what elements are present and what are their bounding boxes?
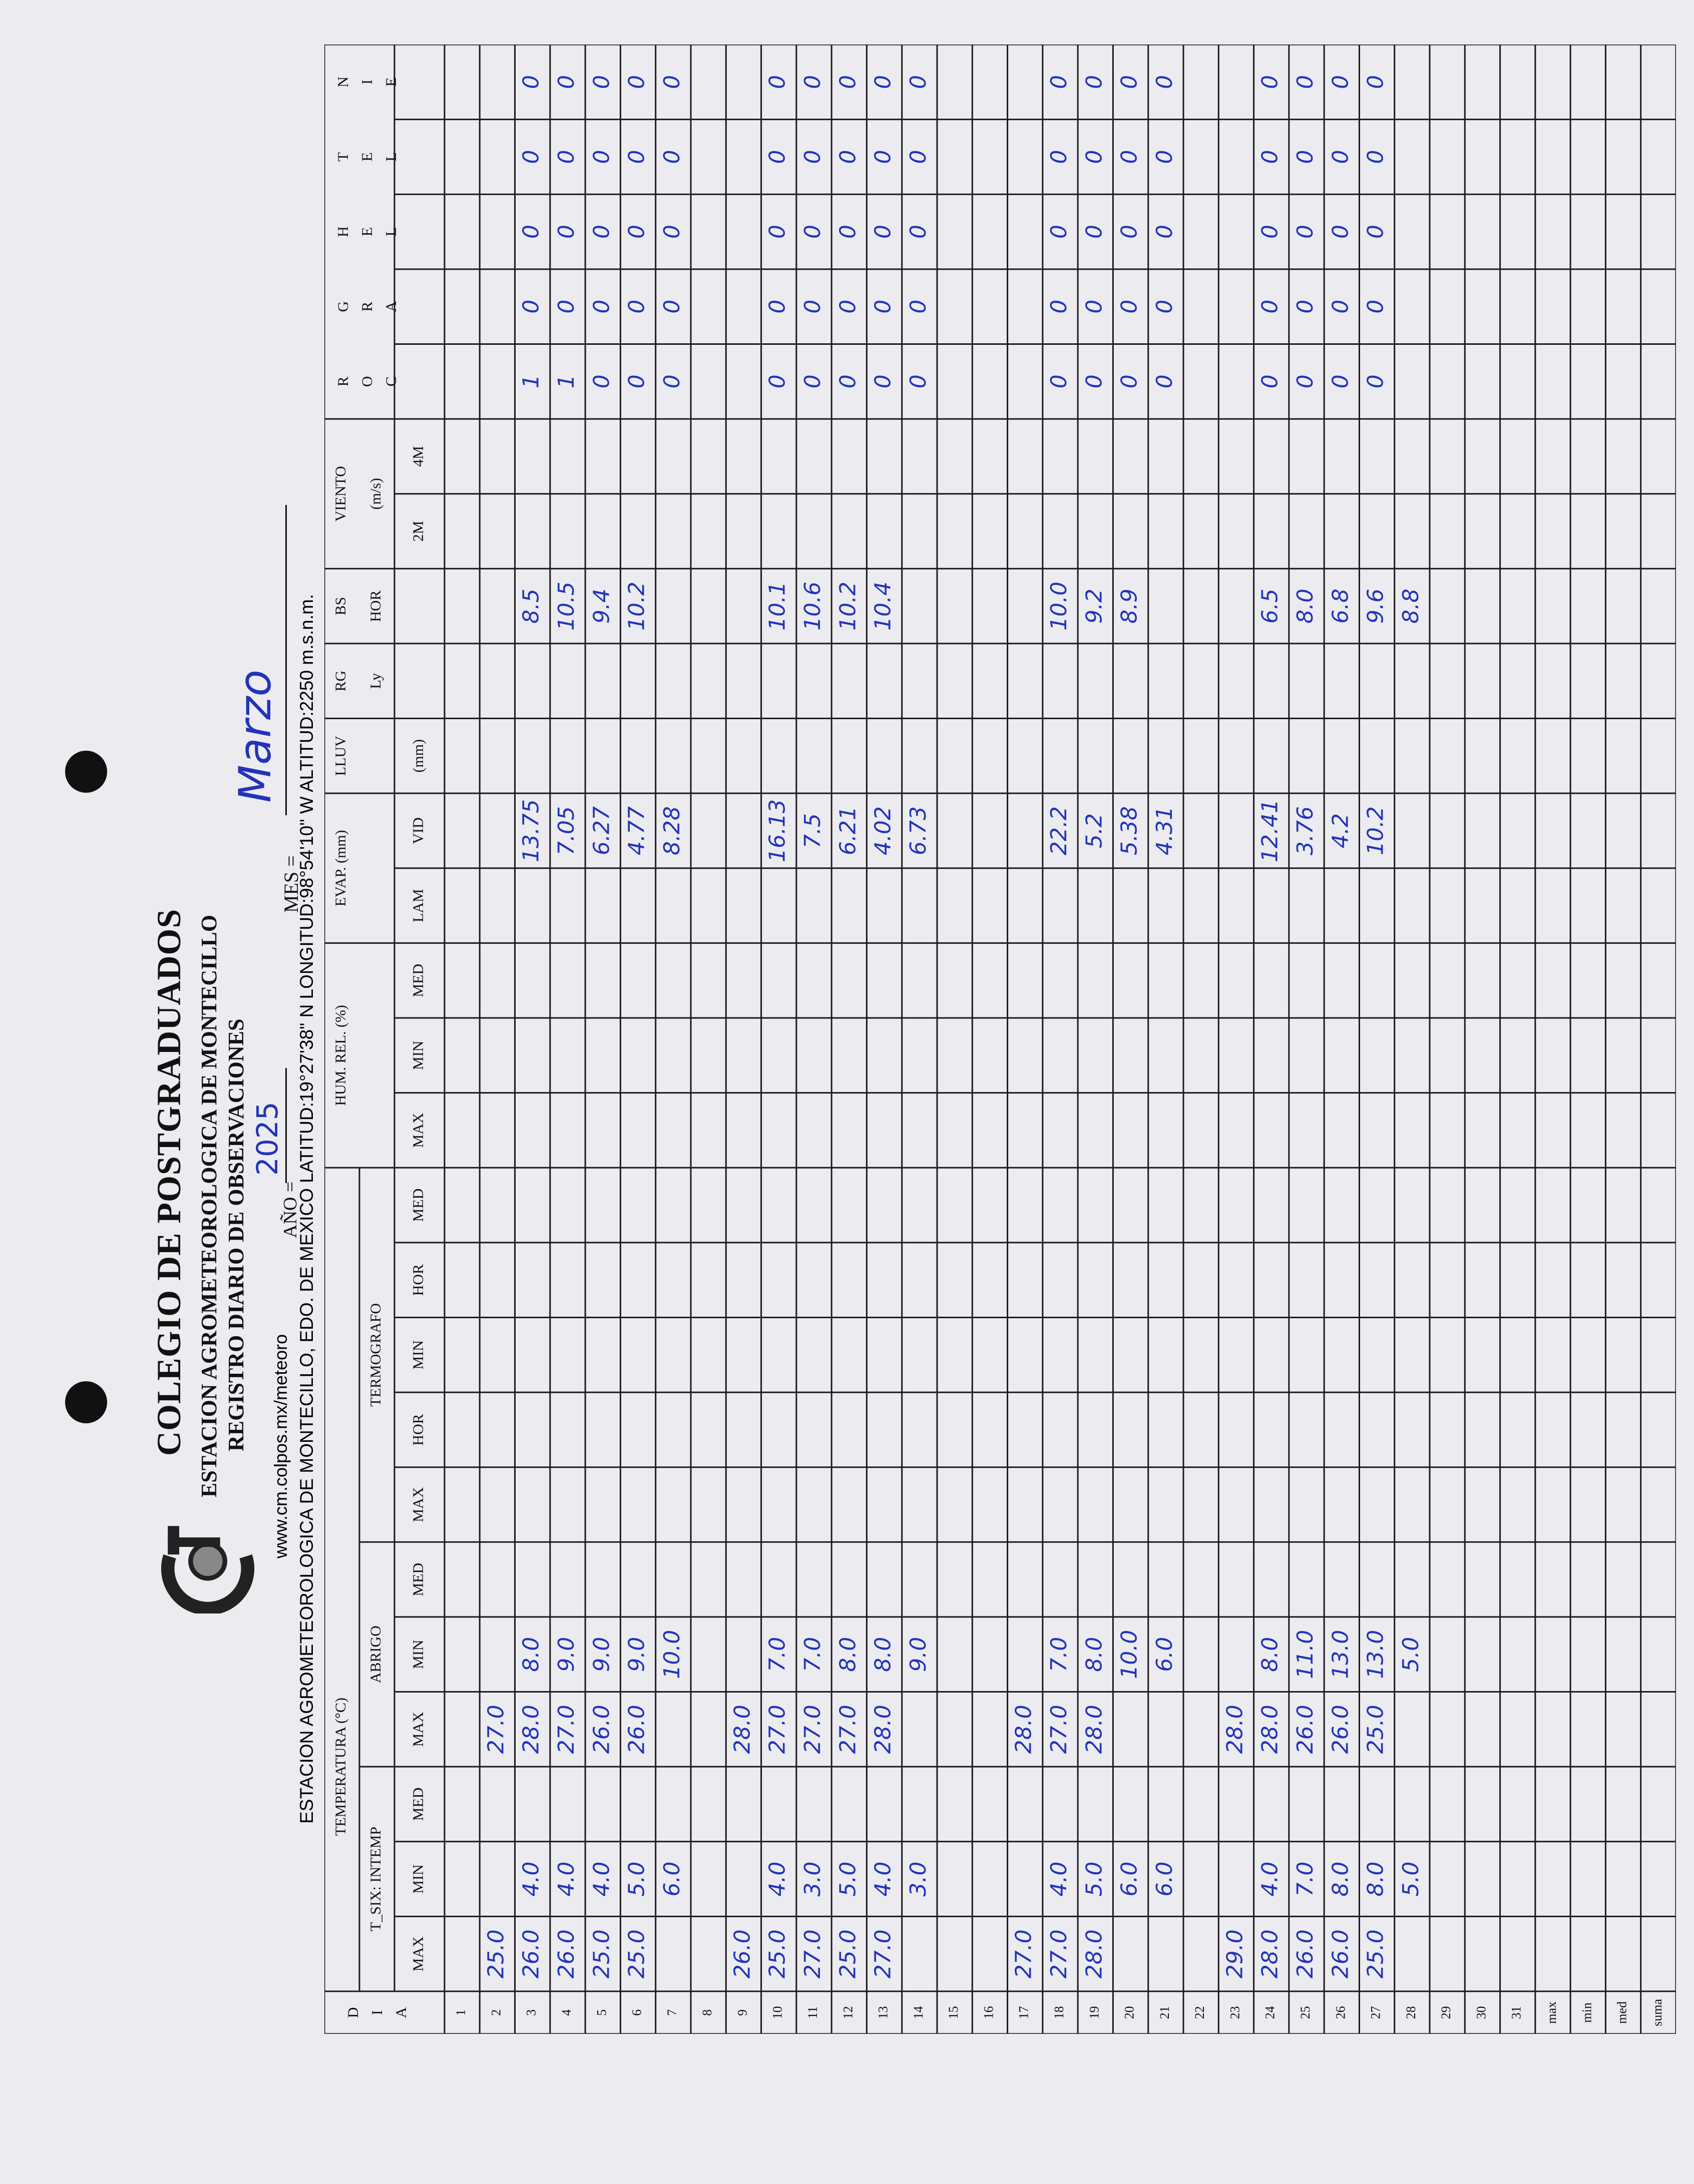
cell-ab_max: 27.0 <box>764 1705 790 1754</box>
cell-ab_min: 7.0 <box>800 1636 825 1672</box>
day-number: 31 <box>1509 2006 1524 2019</box>
cell-tsix_min: 6.0 <box>659 1861 685 1897</box>
colpos-logo-icon <box>160 1518 255 1613</box>
cell-roc: 0 <box>1116 374 1142 389</box>
cell-tsix_max: 27.0 <box>1011 1929 1037 1979</box>
sub-header: MED <box>409 1787 427 1821</box>
cell-ev_vid: 4.77 <box>624 806 650 855</box>
cell-ab_max: 27.0 <box>835 1705 861 1754</box>
cell-hel: 0 <box>764 225 790 239</box>
cell-nie: 0 <box>1151 75 1177 89</box>
cell-hel: 0 <box>1046 225 1072 239</box>
cell-tsix_max: 27.0 <box>800 1929 825 1979</box>
cell-tel: 0 <box>870 150 896 164</box>
cell-roc: 0 <box>659 374 685 389</box>
cell-gra: 0 <box>1081 299 1107 314</box>
cell-roc: 0 <box>624 374 650 389</box>
cell-ev_vid: 4.31 <box>1151 806 1177 855</box>
cell-ev_vid: 4.2 <box>1328 813 1354 848</box>
cell-nie: 0 <box>764 75 790 89</box>
cell-ab_min: 13.0 <box>1328 1629 1354 1679</box>
sub-header: MAX <box>409 1113 427 1148</box>
cell-nie: 0 <box>589 75 615 89</box>
cell-roc: 1 <box>554 374 579 389</box>
tel-header: L <box>382 152 399 162</box>
cell-tsix_min: 5.0 <box>1398 1861 1424 1897</box>
cell-roc: 0 <box>589 374 615 389</box>
cell-tel: 0 <box>518 150 544 164</box>
cell-roc: 0 <box>1081 374 1107 389</box>
cell-ab_max: 28.0 <box>518 1705 544 1754</box>
sub-header: MED <box>409 1188 427 1222</box>
gra-header: R <box>358 301 375 312</box>
day-number: 18 <box>1051 2006 1066 2019</box>
cell-ab_min: 5.0 <box>1398 1636 1424 1672</box>
cell-ev_vid: 22.2 <box>1046 806 1072 855</box>
cell-nie: 0 <box>1293 75 1318 89</box>
cell-ab_max: 28.0 <box>1222 1705 1248 1754</box>
cell-nie: 0 <box>518 75 544 89</box>
group-header: TEMPERATURA (°C) <box>332 1698 349 1836</box>
cell-gra: 0 <box>835 299 861 314</box>
gra-header: G <box>334 301 351 312</box>
cell-bs: 10.2 <box>624 582 650 631</box>
cell-roc: 0 <box>905 374 931 389</box>
cell-tel: 0 <box>1151 150 1177 164</box>
website-link[interactable]: www.cm.colpos.mx/meteoro <box>270 1334 291 1558</box>
day-number: 28 <box>1403 2006 1418 2019</box>
cell-ev_vid: 13.75 <box>518 799 544 862</box>
cell-ab_max: 28.0 <box>1081 1705 1107 1754</box>
cell-tsix_max: 25.0 <box>835 1929 861 1979</box>
cell-nie: 0 <box>1328 75 1354 89</box>
day-number: 4 <box>559 2009 574 2016</box>
cell-tel: 0 <box>589 150 615 164</box>
cell-roc: 0 <box>800 374 825 389</box>
sub-header: LAM <box>409 889 427 922</box>
day-number: 21 <box>1157 2006 1172 2019</box>
cell-nie: 0 <box>1363 75 1389 89</box>
cell-ev_vid: 6.73 <box>905 806 931 855</box>
day-number: 27 <box>1368 2006 1383 2019</box>
cell-ev_vid: 16.13 <box>764 799 790 862</box>
cell-ab_min: 7.0 <box>764 1636 790 1672</box>
cell-bs: 10.5 <box>554 582 579 631</box>
cell-tsix_max: 25.0 <box>483 1929 509 1979</box>
cell-ab_min: 13.0 <box>1363 1629 1389 1679</box>
cell-bs: 9.6 <box>1363 589 1389 624</box>
cell-nie: 0 <box>835 75 861 89</box>
cell-roc: 0 <box>764 374 790 389</box>
cell-tsix_max: 27.0 <box>870 1929 896 1979</box>
day-header: D <box>344 2007 361 2018</box>
cell-ab_min: 10.0 <box>1116 1629 1142 1679</box>
cell-hel: 0 <box>1257 225 1283 239</box>
cell-roc: 0 <box>1363 374 1389 389</box>
cell-nie: 0 <box>800 75 825 89</box>
cell-tsix_min: 4.0 <box>554 1861 579 1897</box>
cell-ev_vid: 8.28 <box>659 806 685 855</box>
cell-tel: 0 <box>1116 150 1142 164</box>
cell-bs: 10.6 <box>800 582 825 631</box>
observation-table <box>324 45 1676 2034</box>
cell-bs: 10.1 <box>764 582 790 631</box>
cell-tel: 0 <box>1328 150 1354 164</box>
day-number: 3 <box>524 2009 539 2016</box>
cell-nie: 0 <box>659 75 685 89</box>
cell-bs: 8.9 <box>1116 589 1142 624</box>
cell-gra: 0 <box>659 299 685 314</box>
cell-gra: 0 <box>554 299 579 314</box>
cell-gra: 0 <box>1363 299 1389 314</box>
cell-tsix_min: 4.0 <box>1257 1861 1283 1897</box>
cell-tel: 0 <box>1081 150 1107 164</box>
cell-bs: 9.2 <box>1081 589 1107 624</box>
bs-unit: HOR <box>367 590 384 622</box>
cell-gra: 0 <box>1328 299 1354 314</box>
cell-gra: 0 <box>518 299 544 314</box>
cell-roc: 0 <box>1046 374 1072 389</box>
month-value: Marzo <box>229 669 281 803</box>
year-label: AÑO = <box>280 1181 301 1238</box>
cell-ab_max: 26.0 <box>1328 1705 1354 1754</box>
cell-roc: 0 <box>1328 374 1354 389</box>
cell-gra: 0 <box>764 299 790 314</box>
cell-nie: 0 <box>624 75 650 89</box>
hel-header: L <box>382 227 399 237</box>
cell-ab_max: 28.0 <box>870 1705 896 1754</box>
cell-ab_min: 10.0 <box>659 1629 685 1679</box>
cell-ev_vid: 6.21 <box>835 806 861 855</box>
cell-hel: 0 <box>518 225 544 239</box>
cell-ev_vid: 6.27 <box>589 806 615 855</box>
cell-nie: 0 <box>554 75 579 89</box>
cell-ev_vid: 7.5 <box>800 813 825 848</box>
day-number: 10 <box>770 2006 785 2019</box>
cell-tsix_max: 26.0 <box>1293 1929 1318 1979</box>
cell-ab_max: 26.0 <box>589 1705 615 1754</box>
day-number: 25 <box>1298 2006 1313 2019</box>
cell-hel: 0 <box>1151 225 1177 239</box>
cell-ab_min: 9.0 <box>554 1636 579 1672</box>
cell-hel: 0 <box>659 225 685 239</box>
sub-header: HOR <box>409 1414 427 1446</box>
day-number: 8 <box>700 2009 715 2016</box>
cell-ev_vid: 4.02 <box>870 806 896 855</box>
day-number: 13 <box>876 2006 891 2019</box>
cell-gra: 0 <box>870 299 896 314</box>
cell-bs: 8.5 <box>518 589 544 624</box>
month-label: MES = <box>280 855 302 913</box>
sub-header: 4M <box>409 446 427 467</box>
cell-tsix_max: 25.0 <box>1363 1929 1389 1979</box>
cell-tel: 0 <box>1293 150 1318 164</box>
cell-bs: 9.4 <box>589 589 615 624</box>
cell-ev_vid: 5.2 <box>1081 813 1107 848</box>
cell-roc: 0 <box>870 374 896 389</box>
cell-tsix_min: 3.0 <box>800 1861 825 1897</box>
cell-ev_vid: 10.2 <box>1363 806 1389 855</box>
cell-ab_max: 28.0 <box>729 1705 755 1754</box>
cell-tel: 0 <box>659 150 685 164</box>
cell-bs: 10.2 <box>835 582 861 631</box>
cell-tsix_min: 4.0 <box>1046 1861 1072 1897</box>
day-number: 6 <box>629 2009 644 2016</box>
day-number: 5 <box>594 2009 609 2016</box>
cell-ab_max: 27.0 <box>800 1705 825 1754</box>
cell-hel: 0 <box>800 225 825 239</box>
cell-hel: 0 <box>1328 225 1354 239</box>
cell-nie: 0 <box>1046 75 1072 89</box>
cell-gra: 0 <box>1151 299 1177 314</box>
cell-ab_min: 9.0 <box>624 1636 650 1672</box>
group-header: EVAP. (mm) <box>332 830 349 907</box>
cell-ab_min: 8.0 <box>1257 1636 1283 1672</box>
cell-tsix_min: 4.0 <box>764 1861 790 1897</box>
cell-tel: 0 <box>1363 150 1389 164</box>
day-number: 16 <box>981 2006 996 2019</box>
cell-tsix_max: 25.0 <box>624 1929 650 1979</box>
cell-tsix_min: 8.0 <box>1363 1861 1389 1897</box>
hel-header: H <box>334 226 351 237</box>
day-number: 11 <box>805 2006 820 2019</box>
cell-tel: 0 <box>1046 150 1072 164</box>
cell-nie: 0 <box>870 75 896 89</box>
cell-gra: 0 <box>624 299 650 314</box>
cell-gra: 0 <box>1257 299 1283 314</box>
day-number: 15 <box>946 2006 961 2019</box>
cell-tsix_max: 25.0 <box>589 1929 615 1979</box>
cell-tsix_max: 26.0 <box>518 1929 544 1979</box>
sub-header: MIN <box>409 1340 427 1370</box>
day-number: 19 <box>1087 2006 1102 2019</box>
gra-header: A <box>382 301 399 312</box>
group-header: HUM. REL. (%) <box>332 1004 349 1106</box>
cell-ab_max: 25.0 <box>1363 1705 1389 1754</box>
register-title: REGISTRO DIARIO DE OBSERVACIONES <box>224 1018 248 1451</box>
day-number: 7 <box>664 2009 679 2016</box>
cell-gra: 0 <box>800 299 825 314</box>
cell-hel: 0 <box>905 225 931 239</box>
day-number: 22 <box>1192 2006 1207 2019</box>
cell-hel: 0 <box>589 225 615 239</box>
cell-gra: 0 <box>1293 299 1318 314</box>
cell-roc: 0 <box>835 374 861 389</box>
cell-tel: 0 <box>905 150 931 164</box>
cell-ab_min: 8.0 <box>1081 1636 1107 1672</box>
cell-bs: 10.4 <box>870 582 896 631</box>
day-number: min <box>1579 2002 1594 2023</box>
group-header: ABRIGO <box>367 1625 384 1684</box>
hel-header: E <box>358 227 375 237</box>
cell-tsix_min: 8.0 <box>1328 1861 1354 1897</box>
day-number: 24 <box>1262 2006 1278 2019</box>
cell-tsix_max: 28.0 <box>1257 1929 1283 1979</box>
cell-tsix_min: 6.0 <box>1151 1861 1177 1897</box>
nie-header: N <box>334 76 351 88</box>
institution-title: COLEGIO DE POSTGRADUADOS <box>150 908 188 1456</box>
cell-ev_vid: 12.41 <box>1257 799 1283 862</box>
cell-hel: 0 <box>1116 225 1142 239</box>
cell-gra: 0 <box>905 299 931 314</box>
cell-hel: 0 <box>1081 225 1107 239</box>
cell-tsix_max: 26.0 <box>729 1929 755 1979</box>
cell-roc: 1 <box>518 374 544 389</box>
cell-nie: 0 <box>905 75 931 89</box>
group-header: VIENTO <box>332 466 349 522</box>
day-number: 17 <box>1016 2006 1031 2019</box>
sub-header: MIN <box>409 1640 427 1669</box>
day-number: 30 <box>1474 2006 1489 2019</box>
cell-tel: 0 <box>1257 150 1283 164</box>
day-header: I <box>368 2010 385 2015</box>
cell-tsix_max: 26.0 <box>1328 1929 1354 1979</box>
cell-bs: 10.0 <box>1046 582 1072 631</box>
cell-ab_min: 8.0 <box>518 1636 544 1672</box>
month-underline <box>285 505 287 815</box>
sub-header: MIN <box>409 1040 427 1070</box>
lluv-unit: (mm) <box>409 739 427 773</box>
tel-header: E <box>358 152 375 162</box>
day-number: 9 <box>735 2009 750 2016</box>
cell-gra: 0 <box>589 299 615 314</box>
cell-bs: 6.5 <box>1257 589 1283 624</box>
nie-header: I <box>358 79 375 85</box>
cell-ab_min: 7.0 <box>1046 1636 1072 1672</box>
cell-hel: 0 <box>554 225 579 239</box>
year-underline <box>285 1068 287 1183</box>
cell-ab_min: 8.0 <box>870 1636 896 1672</box>
cell-ab_min: 11.0 <box>1293 1629 1318 1679</box>
cell-ab_min: 8.0 <box>835 1636 861 1672</box>
sub-header: 2M <box>409 520 427 542</box>
sub-header: MED <box>409 1562 427 1596</box>
cell-nie: 0 <box>1257 75 1283 89</box>
cell-bs: 6.8 <box>1328 589 1354 624</box>
cell-hel: 0 <box>624 225 650 239</box>
cell-nie: 0 <box>1081 75 1107 89</box>
cell-tsix_max: 29.0 <box>1222 1929 1248 1979</box>
cell-ab_min: 9.0 <box>905 1636 931 1672</box>
cell-hel: 0 <box>1293 225 1318 239</box>
nie-header: E <box>382 77 399 87</box>
viento-unit: (m/s) <box>367 478 384 510</box>
form-header <box>0 0 320 2184</box>
roc-header: O <box>358 376 375 387</box>
cell-ab_max: 27.0 <box>1046 1705 1072 1754</box>
sub-header: MAX <box>409 1712 427 1747</box>
group-header: LLUV <box>332 736 349 776</box>
cell-ev_vid: 3.76 <box>1293 806 1318 855</box>
cell-ev_vid: 7.05 <box>554 806 579 855</box>
cell-ab_max: 28.0 <box>1257 1705 1283 1754</box>
cell-tsix_max: 27.0 <box>1046 1929 1072 1979</box>
rg-unit: Ly <box>367 673 384 689</box>
cell-tsix_max: 25.0 <box>764 1929 790 1979</box>
day-number: 29 <box>1439 2006 1454 2019</box>
sub-header: MAX <box>409 1936 427 1972</box>
cell-roc: 0 <box>1293 374 1318 389</box>
cell-tsix_min: 4.0 <box>589 1861 615 1897</box>
cell-tsix_min: 7.0 <box>1293 1861 1318 1897</box>
sub-header: MED <box>409 963 427 997</box>
cell-ab_max: 27.0 <box>483 1705 509 1754</box>
cell-tsix_min: 6.0 <box>1116 1861 1142 1897</box>
cell-roc: 0 <box>1257 374 1283 389</box>
cell-tel: 0 <box>624 150 650 164</box>
cell-tel: 0 <box>800 150 825 164</box>
cell-ab_min: 9.0 <box>589 1636 615 1672</box>
cell-ab_max: 26.0 <box>624 1705 650 1754</box>
day-number: suma <box>1649 1999 1664 2026</box>
day-number: 23 <box>1227 2006 1242 2019</box>
cell-tsix_min: 4.0 <box>518 1861 544 1897</box>
cell-tsix_max: 28.0 <box>1081 1929 1107 1979</box>
day-number: 20 <box>1122 2006 1137 2019</box>
cell-gra: 0 <box>1116 299 1142 314</box>
sub-header: VID <box>409 817 427 844</box>
cell-ab_max: 27.0 <box>554 1705 579 1754</box>
cell-tel: 0 <box>835 150 861 164</box>
cell-tsix_min: 5.0 <box>624 1861 650 1897</box>
day-number: 12 <box>840 2006 856 2019</box>
day-header: A <box>392 2007 409 2018</box>
cell-hel: 0 <box>1363 225 1389 239</box>
day-number: 14 <box>911 2006 926 2019</box>
cell-tsix_min: 5.0 <box>835 1861 861 1897</box>
cell-ab_min: 6.0 <box>1151 1636 1177 1672</box>
roc-header: C <box>382 376 399 387</box>
year-value: 2025 <box>250 1102 284 1176</box>
tel-header: T <box>334 152 351 162</box>
roc-header: R <box>334 376 351 387</box>
cell-roc: 0 <box>1151 374 1177 389</box>
cell-ev_vid: 5.38 <box>1116 806 1142 855</box>
cell-tsix_max: 26.0 <box>554 1929 579 1979</box>
day-number: 26 <box>1333 2006 1348 2019</box>
cell-nie: 0 <box>1116 75 1142 89</box>
cell-bs: 8.8 <box>1398 589 1424 624</box>
cell-gra: 0 <box>1046 299 1072 314</box>
group-header: BS <box>332 597 349 616</box>
cell-ab_max: 26.0 <box>1293 1705 1318 1754</box>
day-number: max <box>1544 2001 1559 2024</box>
cell-tsix_min: 4.0 <box>870 1861 896 1897</box>
cell-tel: 0 <box>554 150 579 164</box>
sub-header: HOR <box>409 1264 427 1296</box>
sub-header: MIN <box>409 1864 427 1894</box>
day-number: 2 <box>489 2009 504 2016</box>
group-header: T_SIX: INTEMP <box>367 1826 384 1932</box>
sub-header: MAX <box>409 1487 427 1522</box>
day-number: 1 <box>454 2009 469 2016</box>
cell-tel: 0 <box>764 150 790 164</box>
group-header: TERMOGRAFO <box>367 1303 384 1407</box>
station-name: ESTACION AGROMETEOROLOGICA DE MONTECILLO <box>197 914 221 1497</box>
cell-hel: 0 <box>870 225 896 239</box>
cell-ab_max: 28.0 <box>1011 1705 1037 1754</box>
day-number: med <box>1614 2001 1629 2024</box>
station-location: ESTACION AGROMETEOROLOGICA DE MONTECILLO, EDO. DE MEXICO LATITUD:19°27'38" N LONGITUD:98°54'10" W ALTITUD:2250 m.s.n.m. <box>296 594 317 1824</box>
cell-hel: 0 <box>835 225 861 239</box>
cell-tsix_min: 5.0 <box>1081 1861 1107 1897</box>
group-header: RG <box>332 670 349 692</box>
cell-tsix_min: 3.0 <box>905 1861 931 1897</box>
cell-bs: 8.0 <box>1293 589 1318 624</box>
